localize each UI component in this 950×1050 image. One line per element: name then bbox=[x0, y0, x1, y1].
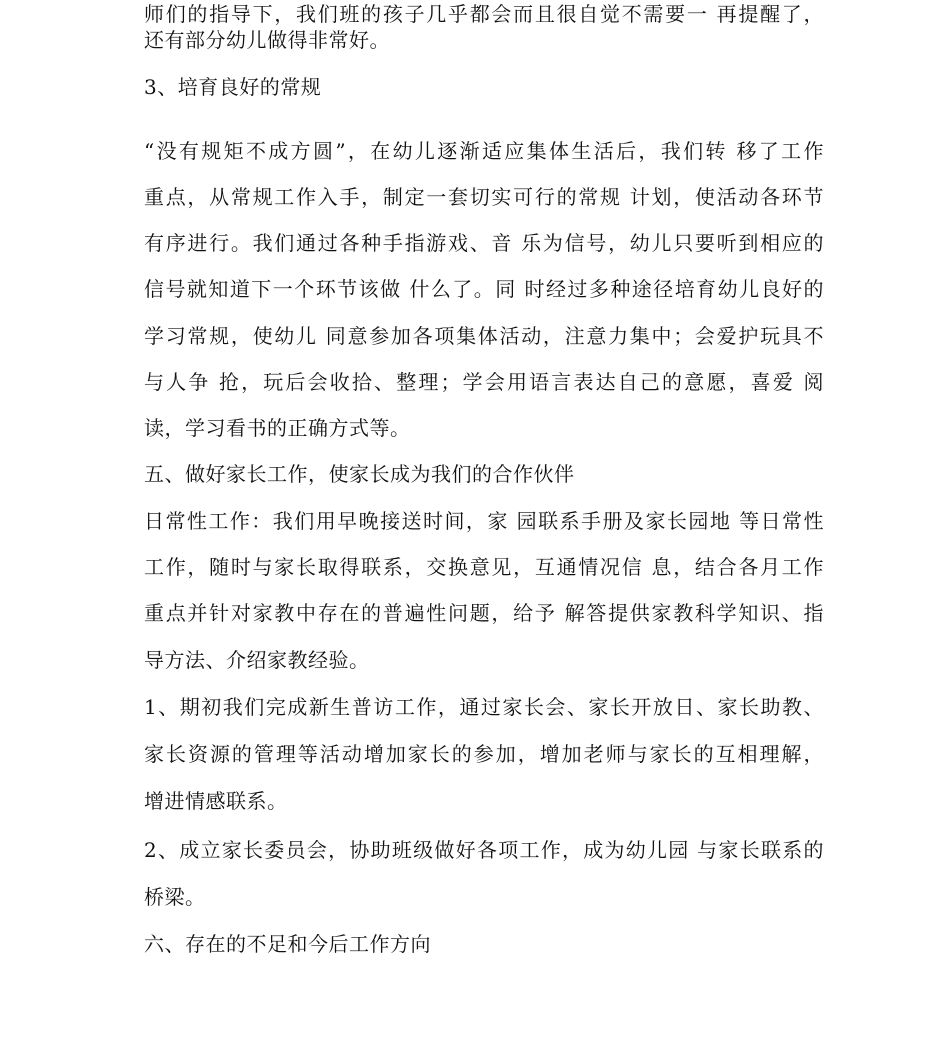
paragraph-line: 与人争 抢，玩后会收拾、整理；学会用语言表达自己的意愿，喜爱 阅 bbox=[144, 370, 824, 394]
paragraph-line: 还有部分幼儿做得非常好。 bbox=[144, 28, 390, 52]
paragraph-line: 信号就知道下一个环节该做 什么了。同 时经过多种途径培育幼儿良好的 bbox=[144, 277, 824, 301]
paragraph-line: 增进情感联系。 bbox=[144, 789, 288, 813]
paragraph-line: 工作，随时与家长取得联系，交换意见，互通情况信 息，结合各月工作 bbox=[144, 555, 824, 579]
paragraph-line: 有序进行。我们通过各种手指游戏、音 乐为信号，幼儿只要听到相应的 bbox=[144, 231, 824, 255]
paragraph-line: 家长资源的管理等活动增加家长的参加，增加老师与家长的互相理解， bbox=[144, 742, 824, 766]
section-heading: 五、做好家长工作，使家长成为我们的合作伙伴 bbox=[144, 462, 575, 486]
paragraph-line: 师们的指导下，我们班的孩子几乎都会而且很自觉不需要一 再提醒了， bbox=[144, 2, 824, 26]
paragraph-line: 1、期初我们完成新生普访工作，通过家长会、家长开放日、家长助教、 bbox=[144, 695, 824, 719]
paragraph-line: 重点，从常规工作入手，制定一套切实可行的常规 计划，使活动各环节 bbox=[144, 185, 824, 209]
paragraph-line: 重点并针对家教中存在的普遍性问题，给予 解答提供家教科学知识、指 bbox=[144, 601, 824, 625]
section-heading: 3、培育良好的常规 bbox=[144, 75, 322, 99]
paragraph-line: 读，学习看书的正确方式等。 bbox=[144, 416, 411, 440]
paragraph-line: 桥梁。 bbox=[144, 885, 206, 909]
paragraph-line: 日常性工作：我们用早晚接送时间，家 园联系手册及家长园地 等日常性 bbox=[144, 509, 824, 533]
paragraph-line: 2、成立家长委员会，协助班级做好各项工作，成为幼儿园 与家长联系的 bbox=[144, 838, 824, 862]
paragraph-line: 导方法、介绍家教经验。 bbox=[144, 648, 370, 672]
paragraph-line: “没有规矩不成方圆”，在幼儿逐渐适应集体生活后，我们转 移了工作 bbox=[144, 139, 824, 163]
paragraph-line: 学习常规，使幼儿 同意参加各项集体活动，注意力集中；会爱护玩具不 bbox=[144, 324, 824, 348]
section-heading: 六、存在的不足和今后工作方向 bbox=[144, 932, 431, 956]
